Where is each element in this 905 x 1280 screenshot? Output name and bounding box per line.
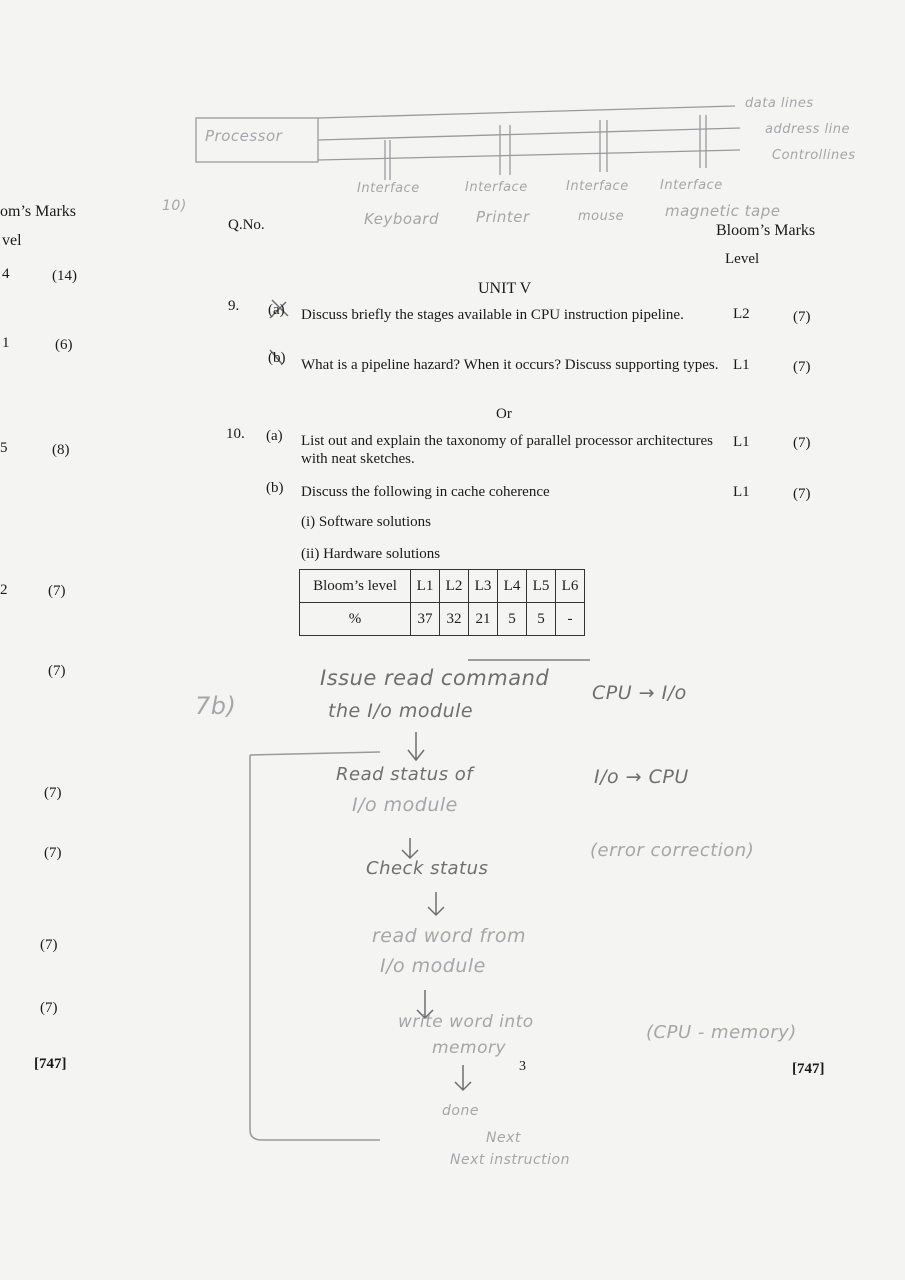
hw-flow-step: read word from: [372, 925, 526, 947]
bus-line-top: [318, 106, 735, 118]
bus-line-bottom: [318, 150, 740, 160]
left-marks: (7): [48, 583, 66, 599]
question-part: (b): [268, 350, 286, 366]
left-marks: (7): [40, 937, 58, 953]
arrow-1: [408, 732, 424, 760]
left-marks: (7): [40, 1000, 58, 1016]
left-marks: (7): [44, 785, 62, 801]
hw-interface-label: Interface: [465, 180, 528, 195]
hw-interface-label: Interface: [566, 179, 629, 194]
qno-header: Q.No.: [228, 217, 265, 233]
table-cell: 21: [469, 603, 498, 636]
hw-flow-step: the I/o module: [328, 700, 474, 722]
blooms-table: [299, 569, 585, 636]
question-level: L1: [733, 357, 750, 373]
table-cell: -: [556, 603, 585, 636]
hw-flow-step: done: [442, 1103, 479, 1119]
hw-annotation: (error correction): [590, 840, 755, 861]
question-text: List out and explain the taxonomy of parallel processor architectures with neat sketches.: [301, 433, 713, 467]
table-cell: 5: [498, 603, 527, 636]
arrow-3: [428, 892, 444, 915]
hw-bus-line-label: data lines: [745, 96, 814, 111]
question-text: Discuss briefly the stages available in CPU instruction pipeline.: [301, 307, 684, 323]
sub-item: (ii) Hardware solutions: [301, 546, 441, 562]
hw-device-label: mouse: [578, 209, 625, 224]
hw-device-label: Printer: [476, 208, 530, 226]
hw-interface-label: Interface: [660, 178, 723, 193]
hw-flow-step: I/o module: [380, 955, 486, 977]
sub-item: (i) Software solutions: [301, 514, 431, 530]
footer-code: [747]: [792, 1061, 825, 1077]
table-cell: L1: [411, 570, 440, 603]
hw-interface-label: Interface: [357, 181, 420, 196]
hw-device-label: Keyboard: [364, 210, 439, 228]
question-level: L2: [733, 306, 750, 322]
table-cell: Bloom’s level: [300, 570, 411, 603]
table-cell: L4: [498, 570, 527, 603]
question-marks: (7): [793, 435, 811, 451]
hw-question-label: 10): [162, 198, 187, 214]
question-part: (a): [266, 428, 283, 444]
table-cell: L2: [440, 570, 469, 603]
left-marks: (8): [52, 442, 70, 458]
table-cell: 32: [440, 603, 469, 636]
or-separator: Or: [496, 406, 512, 422]
table-cell: 37: [411, 603, 440, 636]
table-row: [300, 570, 585, 603]
hw-next-label: Next instruction: [450, 1152, 570, 1168]
table-cell: 5: [527, 603, 556, 636]
hw-flow-step: Read status of: [336, 764, 474, 785]
left-level: 5: [0, 440, 8, 456]
question-level: L1: [733, 484, 750, 500]
left-level: 2: [0, 582, 8, 598]
left-footer-code: [747]: [34, 1056, 67, 1072]
question-text: What is a pipeline hazard? When it occurs? Discuss supporting types.: [301, 357, 719, 373]
page-number: 3: [519, 1059, 526, 1074]
arrow-5: [455, 1065, 471, 1090]
hw-flow-step: write word into: [398, 1012, 534, 1032]
hw-processor-label: Processor: [205, 127, 283, 145]
left-marks: (6): [55, 337, 73, 353]
blooms-marks-header: Bloom’s Marks: [716, 222, 816, 239]
hw-device-label: magnetic tape: [665, 202, 781, 220]
table-cell: L6: [556, 570, 585, 603]
left-marks: (7): [48, 663, 66, 679]
unit-title: UNIT V: [478, 280, 532, 297]
question-level: L1: [733, 434, 750, 450]
hw-bus-line-label: address line: [765, 122, 850, 137]
hw-bus-line-label: Controllines: [772, 148, 856, 163]
hw-annotation: (CPU - memory): [646, 1022, 797, 1043]
hw-flow-step: I/o module: [352, 794, 458, 816]
question-number: 10.: [226, 426, 245, 442]
question-part: (b): [266, 480, 284, 496]
bus-line-mid: [318, 128, 740, 140]
table-cell: %: [300, 603, 411, 636]
left-level: 4: [2, 266, 10, 282]
left-header-top: om’s Marks: [0, 203, 76, 220]
hw-flow-step: Check status: [366, 858, 489, 879]
hw-annotation: I/o → CPU: [594, 766, 689, 788]
question-part: (a): [268, 302, 285, 318]
table-cell: L3: [469, 570, 498, 603]
hw-flow-step: memory: [432, 1038, 507, 1058]
arrow-2: [402, 838, 418, 858]
hw-annotation: CPU → I/o: [592, 682, 687, 704]
hw-question-label: 7b): [195, 692, 237, 720]
question-number: 9.: [228, 298, 240, 314]
question-marks: (7): [793, 359, 811, 375]
hw-next-label: Next: [486, 1130, 521, 1146]
left-marks: (7): [44, 845, 62, 861]
question-marks: (7): [793, 309, 811, 325]
question-text: Discuss the following in cache coherence: [301, 484, 550, 500]
left-header-bottom: vel: [2, 232, 22, 249]
table-row: [300, 603, 585, 636]
hw-flow-step: Issue read command: [320, 666, 550, 690]
left-level: 1: [2, 335, 10, 351]
table-cell: L5: [527, 570, 556, 603]
level-header: Level: [725, 251, 760, 267]
question-marks: (7): [793, 486, 811, 502]
left-marks: (14): [52, 268, 77, 284]
